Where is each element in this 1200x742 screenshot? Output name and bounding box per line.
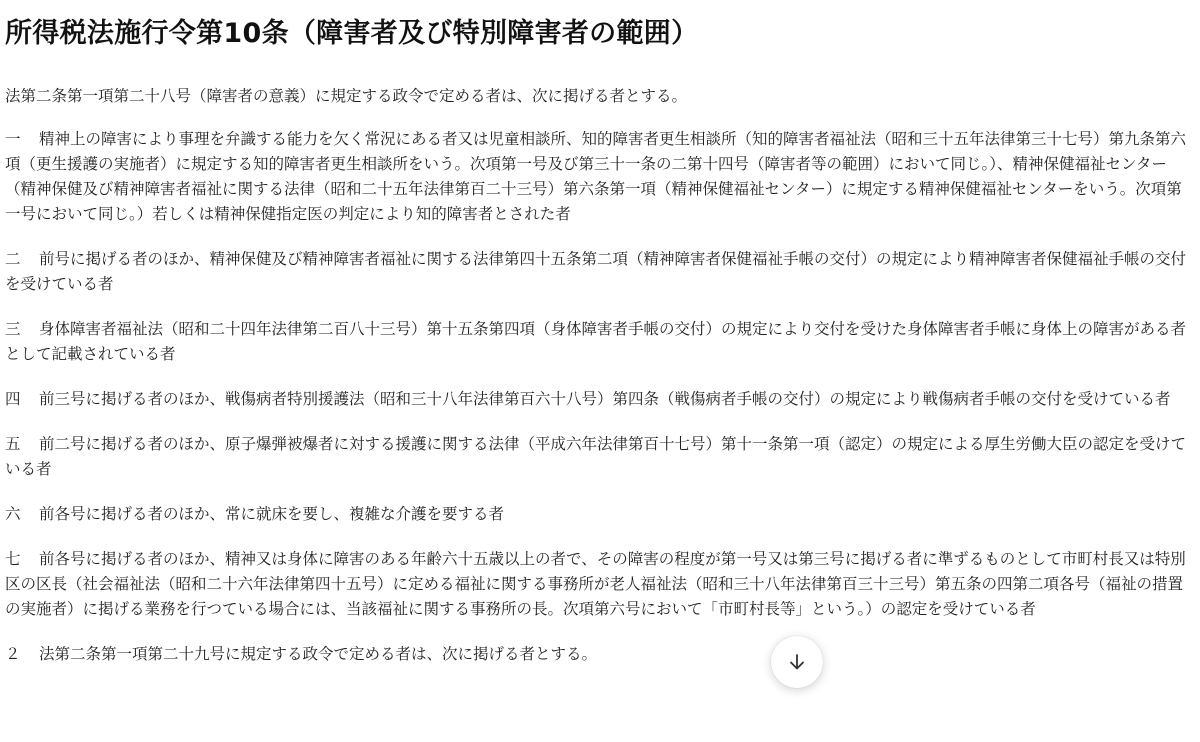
item-number: 五 bbox=[5, 435, 21, 453]
list-item bbox=[5, 547, 1191, 622]
item-text: 精神上の障害により事理を弁識する能力を欠く常況にある者又は児童相談所、知的障害者更生相談所（知的障害者福祉法（昭和三十五年法律第三十七号）第九条第六項（更生援護の実施者）に規定する知的障害者更生相談所をいう。次項第一号及び第三十一条の二第十四号（障害者等の範囲）において同じ。）、精神保健福祉センター（精神保健及び精神障害者福祉に関する法律（昭和二十五年法律第百二十三号）第六条第一項（精神保健福祉センター）に規定する精神保健福祉センターをいう。次項第一号において同じ。）若しくは精神保健指定医の判定により知的障害者とされた者 bbox=[5, 130, 1187, 223]
item-number: 六 bbox=[5, 505, 21, 523]
paragraph-text: 法第二条第一項第二十九号に規定する政令で定める者は、次に掲げる者とする。 bbox=[39, 645, 598, 663]
item-number: 一 bbox=[5, 130, 21, 148]
item-text: 前各号に掲げる者のほか、常に就床を要し、複雑な介護を要する者 bbox=[39, 505, 505, 523]
item-number: 四 bbox=[5, 390, 21, 408]
item-number: 二 bbox=[5, 250, 21, 268]
list-item bbox=[5, 387, 1191, 412]
item-text: 前号に掲げる者のほか、精神保健及び精神障害者福祉に関する法律第四十五条第二項（精神障害者保健福祉手帳の交付）の規定により精神障害者保健福祉手帳の交付を受けている者 bbox=[5, 250, 1187, 293]
list-item bbox=[5, 127, 1191, 227]
item-number: 三 bbox=[5, 320, 21, 338]
intro-paragraph: 法第二条第一項第二十八号（障害者の意義）に規定する政令で定める者は、次に掲げる者とする。 bbox=[5, 87, 688, 105]
list-item bbox=[5, 432, 1191, 482]
item-text: 前二号に掲げる者のほか、原子爆弾被爆者に対する援護に関する法律（平成六年法律第百十七号）第十一条第一項（認定）の規定による厚生労働大臣の認定を受けている者 bbox=[5, 435, 1187, 478]
document bbox=[5, 14, 1191, 687]
list-item bbox=[5, 317, 1191, 367]
list-item bbox=[5, 502, 1191, 527]
page-title: 所得税法施行令第10条（障害者及び特別障害者の範囲） bbox=[5, 18, 699, 49]
scroll-down-button[interactable] bbox=[771, 636, 823, 688]
item-text: 身体障害者福祉法（昭和二十四年法律第二百八十三号）第十五条第四項（身体障害者手帳の交付）の規定により交付を受けた身体障害者手帳に身体上の障害がある者として記載されている者 bbox=[5, 320, 1187, 363]
item-text: 前三号に掲げる者のほか、戦傷病者特別援護法（昭和三十八年法律第百六十八号）第四条（戦傷病者手帳の交付）の規定により戦傷病者手帳の交付を受けている者 bbox=[39, 390, 1171, 408]
arrow-down-icon bbox=[787, 652, 807, 672]
paragraph-number: ２ bbox=[5, 645, 21, 663]
paragraph-2 bbox=[5, 642, 1191, 667]
item-number: 七 bbox=[5, 550, 21, 568]
list-item bbox=[5, 247, 1191, 297]
item-text: 前各号に掲げる者のほか、精神又は身体に障害のある年齢六十五歳以上の者で、その障害の程度が第一号又は第三号に掲げる者に準ずるものとして市町村長又は特別区の区長（社会福祉法（昭和二十六年法律第四十五号）に定める福祉に関する事務所が老人福祉法（昭和三十八年法律第百三十三号）第五条の四第二項各号（福祉の措置の実施者）に掲げる業務を行つている場合には、当該福祉に関する事務所の長。次項第六号において「市町村長等」という。）の認定を受けている者 bbox=[5, 550, 1186, 618]
